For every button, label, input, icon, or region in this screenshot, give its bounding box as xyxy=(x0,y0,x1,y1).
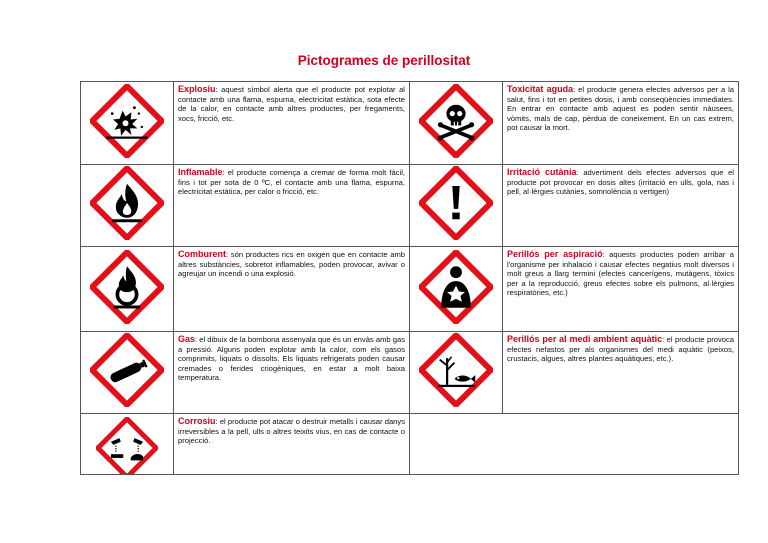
hazard-heading: Explosiu xyxy=(178,84,216,94)
hazard-heading: Inflamable xyxy=(178,167,223,177)
hazard-description: Comburent: són productes rics en oxigen que en contacte amb altres substàncies, sobretot inflamables, poden provocar, avivar o agreujar un incendi o una explosió. xyxy=(174,247,410,332)
hazard-description: Explosiu: aquest símbol alerta que el producte pot explotar al contacte amb una flama, espurna, electricitat estàtica, sota efecte de la calor, en contacte amb altres productes, per fregaments, xocs, fricció, etc. xyxy=(174,82,410,165)
hazard-text: són productes rics en oxigen que en contacte amb altres substàncies, sobretot inflamables, poden provocar, avivar o agreujar un incendi o una explosió. xyxy=(178,250,405,279)
exclamation-icon xyxy=(419,166,493,240)
empty-cell xyxy=(410,414,739,475)
hazard-icon-cell xyxy=(410,332,503,414)
corrosion-icon xyxy=(96,417,158,474)
hazard-heading: Toxicitat aguda xyxy=(507,84,574,94)
hazard-icon-cell xyxy=(410,165,503,247)
environment-icon xyxy=(419,333,493,407)
hazard-heading: Comburent xyxy=(178,249,226,259)
hazard-icon-cell xyxy=(81,414,174,475)
hazard-text: el producte comença a cremar de forma molt fàcil, fins i tot per sota de 0 ºC, el contacte amb una flama, espurna, electricitat estàtica, per calor o fricció, etc. xyxy=(178,168,405,197)
page-title: Pictogrames de perillositat xyxy=(297,53,471,68)
hazard-description: Inflamable: el producte comença a cremar de forma molt fàcil, fins i tot per sota de 0 ºC, el contacte amb una flama, espurna, electricitat estàtica, per calor o fricció, etc. xyxy=(174,165,410,247)
hazard-description: Corrosiu: el producte pot atacar o destruir metalls i causar danys irreversibles a la pell, ulls o altres teixits vius, en cas de contacte o projecció. xyxy=(174,414,410,475)
hazard-text: el producte provoca efectes nefastos per als organismes del medi aquàtic (peixos, crustacis, algues, altres plantes aquàtiques, etc.). xyxy=(507,335,734,364)
hazard-text: el producte pot atacar o destruir metalls i causar danys irreversibles a la pell, ulls o altres teixits vius, en cas de contacte o projecció. xyxy=(178,417,405,446)
hazard-icon-cell xyxy=(81,82,174,165)
hazard-description: Perillós per al medi ambient aquàtic: el producte provoca efectes nefastos per als organismes del medi aquàtic (peixos, crustacis, algues, altres plantes aquàtiques, etc.). xyxy=(503,332,739,414)
hazard-icon-cell xyxy=(410,247,503,332)
hazard-icon-cell xyxy=(410,82,503,165)
gas-cylinder-icon xyxy=(90,333,164,407)
hazard-description: Perillós per aspiració: aquests productes poden arribar a l'organisme per inhalació i causar efectes negatius molt diversos i molt greus a llarg termini (efectes cancerígens, mutàgens, tòxics per a la reproducció, greus efectes sobre els pulmons, al·lèrgies respiratòries, etc.) xyxy=(503,247,739,332)
hazard-text: aquest símbol alerta que el producte pot explotar al contacte amb una flama, espurna, electricitat estàtica, sota efecte de la calor, en contacte amb altres productes, per fregaments, xocs, fricció, etc. xyxy=(178,85,405,123)
explosion-icon xyxy=(90,84,164,158)
hazard-text: el dibuix de la bombona assenyala que és un envàs amb gas a pressió. Alguns poden explotar amb la calor, com els gasos comprimits, liquats o dissolts. Els liquats refrigerats poden causar cremades o ferides criogèniques, en estar a molt baixa temperatura. xyxy=(178,335,405,383)
hazard-table xyxy=(80,81,739,475)
hazard-description: Gas: el dibuix de la bombona assenyala que és un envàs amb gas a pressió. Alguns poden explotar amb la calor, com els gasos comprimits, liquats o dissolts. Els liquats refrigerats poden causar cremades o ferides criogèniques, en estar a molt baixa temperatura. xyxy=(174,332,410,414)
hazard-text: aquests productes poden arribar a l'organisme per inhalació i causar efectes negatius molt diversos i molt greus a llarg termini (efectes cancerígens, mutàgens, tòxics per a la reproducció, greus efectes sobre els pulmons, al·lèrgies respiratòries, etc.) xyxy=(507,250,734,298)
hazard-description: Irritació cutània: advertiment dels efectes adversos que el producte pot provocar en dosis altes (irritació en ulls, gola, nas i pell, al·lèrgies cutànies, somnolència o vertigen) xyxy=(503,165,739,247)
hazard-icon-cell xyxy=(81,247,174,332)
skull-crossbones-icon xyxy=(419,84,493,158)
hazard-description: Toxicitat aguda: el producte genera efectes adversos per a la salut, fins i tot en petites dosis, i amb conseqüències immediates. En entrar en contacte amb aquest es poden sentir nàusees, vòmits, mals de cap, pèrdua de coneixement. En un cas extrem, pot causar la mort. xyxy=(503,82,739,165)
hazard-text: advertiment dels efectes adversos que el producte pot provocar en dosis altes (irritació en ulls, gola, nas i pell, al·lèrgies cutànies, somnolència o vertigen) xyxy=(507,168,734,197)
flame-over-circle-icon xyxy=(90,250,164,324)
hazard-heading: Perillós per al medi ambient aquàtic xyxy=(507,334,663,344)
hazard-icon-cell xyxy=(81,332,174,414)
hazard-heading: Irritació cutània xyxy=(507,167,577,177)
hazard-icon-cell xyxy=(81,165,174,247)
hazard-text: el producte genera efectes adversos per a la salut, fins i tot en petites dosis, i amb conseqüències immediates. En entrar en contacte amb aquest es poden sentir nàusees, vòmits, mals de cap, pèrdua de coneixement. En un cas extrem, pot causar la mort. xyxy=(507,85,734,133)
hazard-heading: Perillós per aspiració xyxy=(507,249,603,259)
health-hazard-icon xyxy=(419,250,493,324)
hazard-heading: Corrosiu xyxy=(178,416,216,426)
flame-icon xyxy=(90,166,164,240)
hazard-heading: Gas xyxy=(178,334,196,344)
